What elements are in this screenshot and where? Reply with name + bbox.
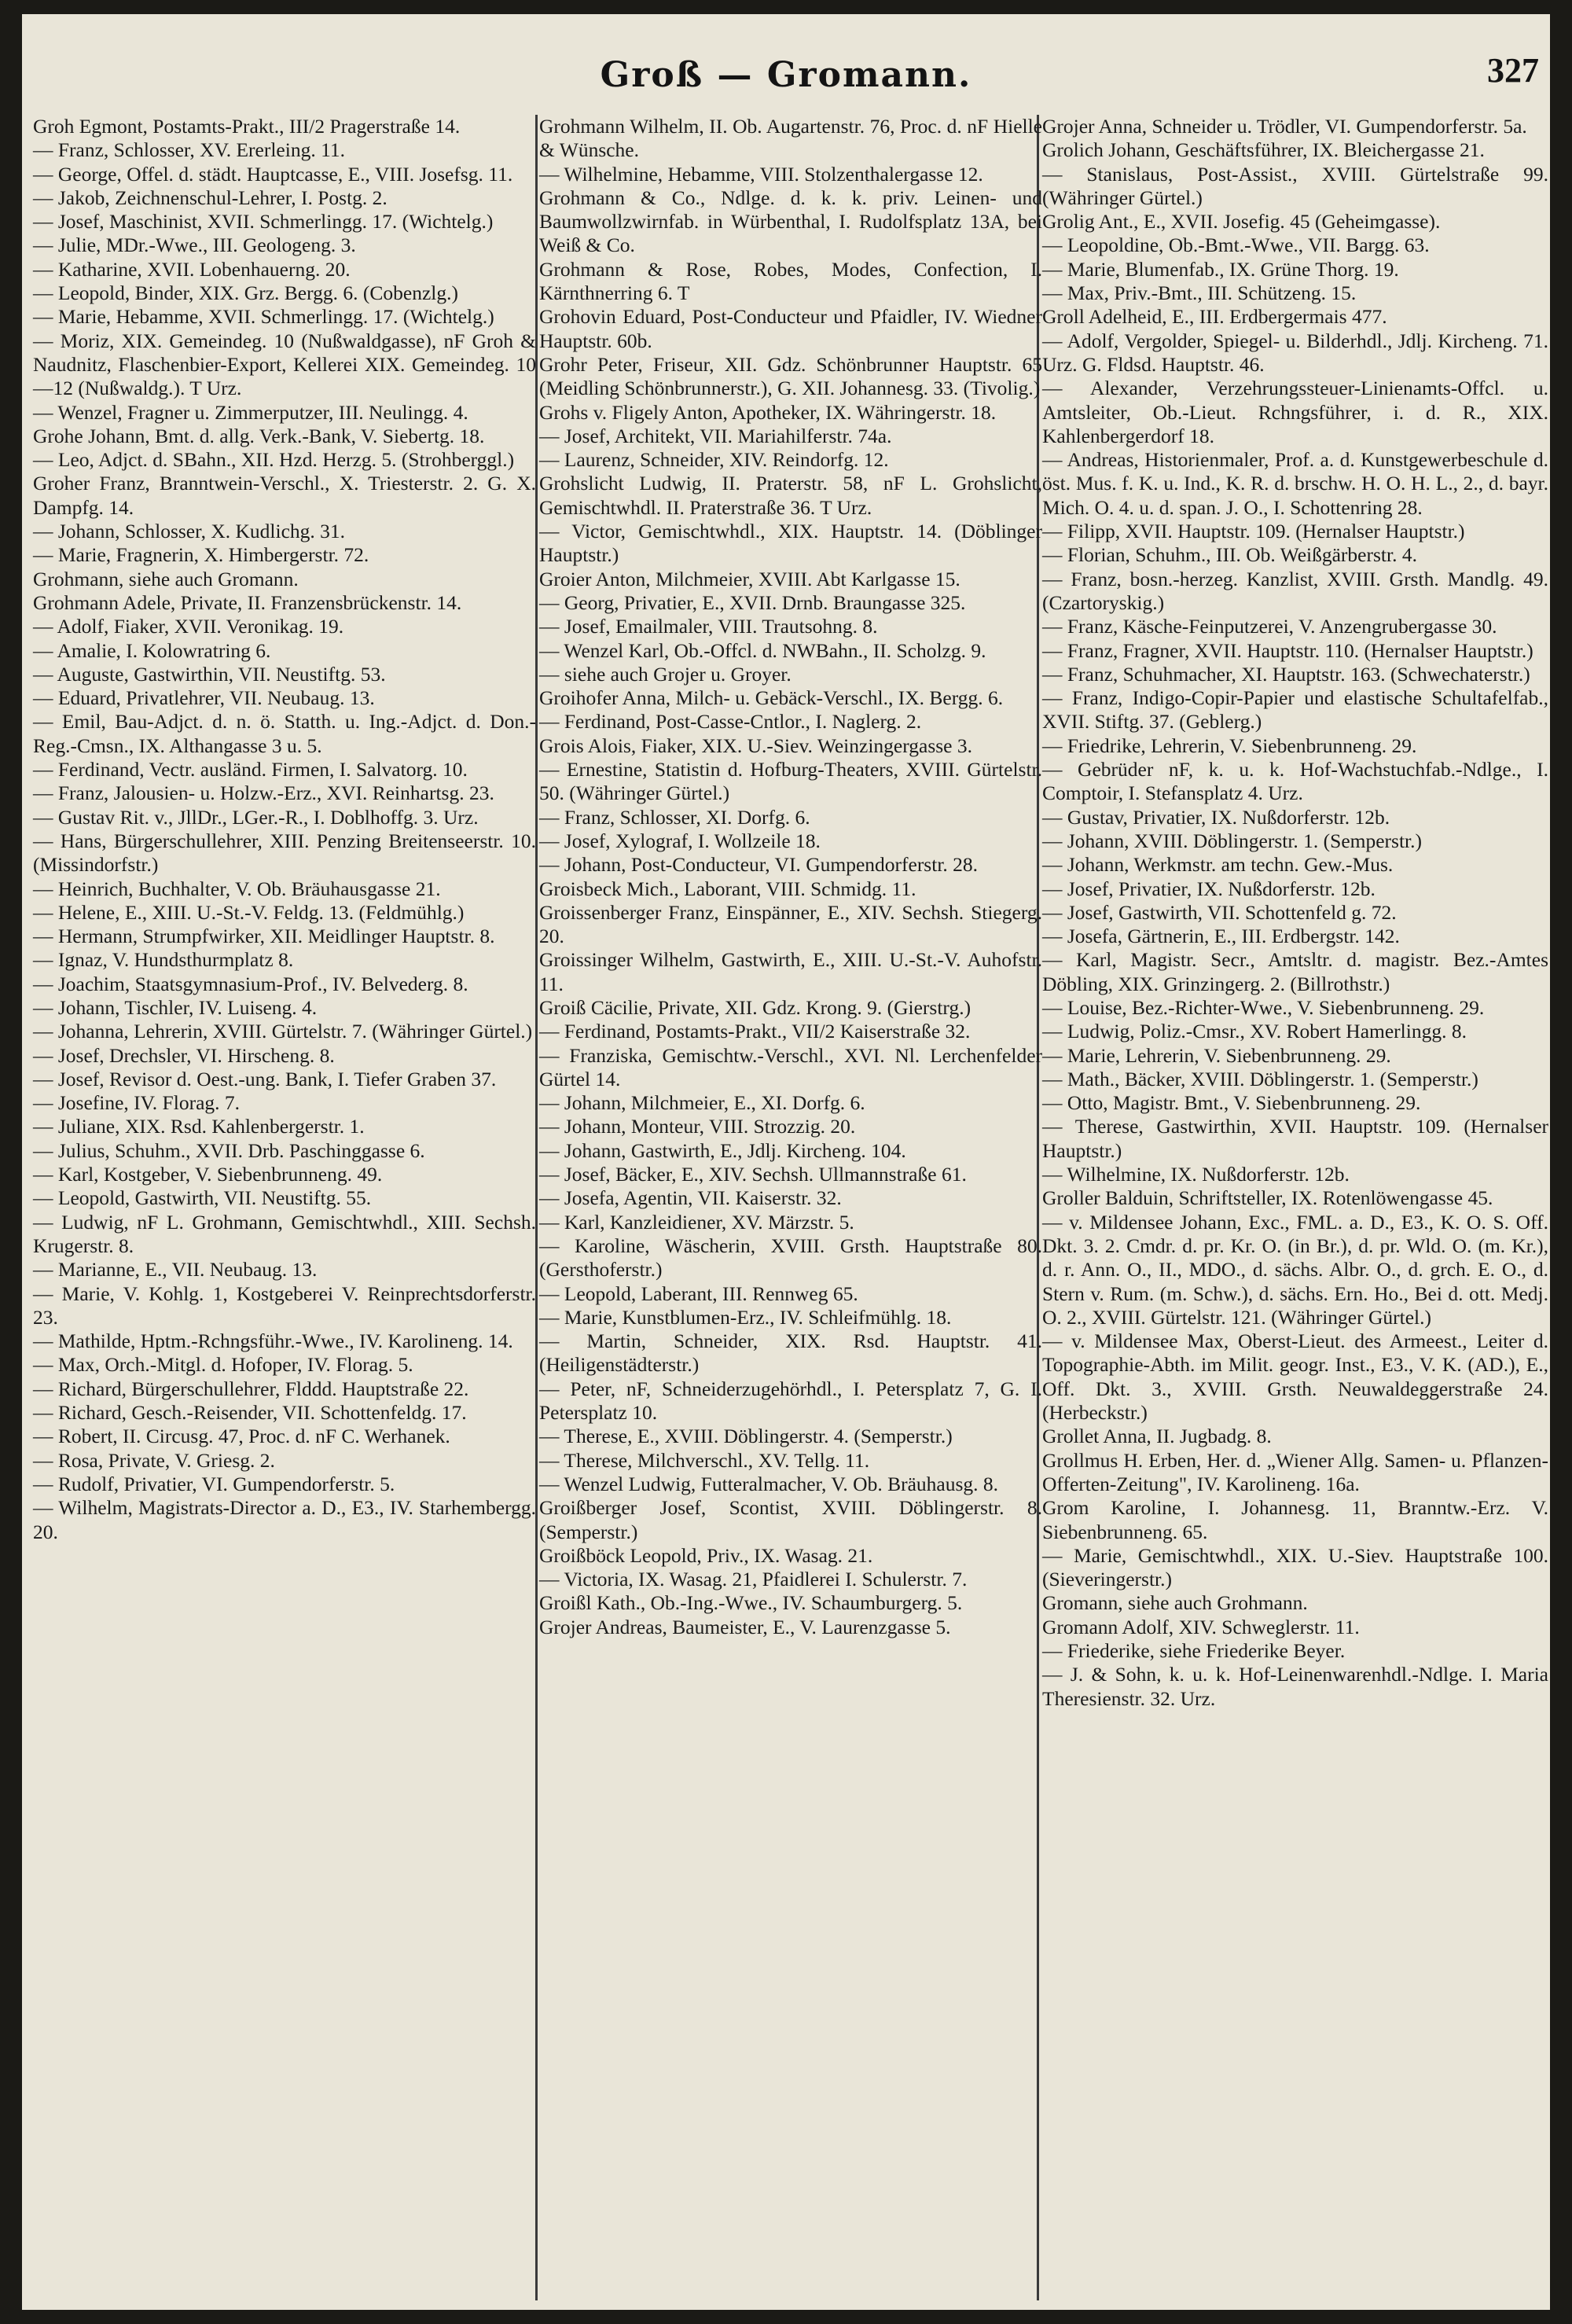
- directory-entry: — Franziska, Gemischtw.-Verschl., XVI. Nl. Lerchenfelder Gürtel 14.: [539, 1043, 1042, 1090]
- directory-entry: — Josefa, Agentin, VII. Kaiserstr. 32.: [539, 1186, 842, 1210]
- directory-entry: Groh Egmont, Postamts-Prakt., III/2 Pragerstraße 14.: [33, 115, 461, 138]
- directory-entry: — Franz, Indigo-Copir-Papier und elastische Schultafelfab., XVII. Stiftg. 37. (Geblerg.): [1042, 686, 1548, 734]
- directory-entry: Groißl Kath., Ob.-Ing.-Wwe., IV. Schaumburgerg. 5.: [539, 1591, 963, 1615]
- directory-entry: — Franz, Jalousien- u. Holzw.-Erz., XVI. Reinhartsg. 23.: [33, 781, 494, 805]
- directory-entry: — Leo, Adjct. d. SBahn., XII. Hzd. Herzg. 5. (Strohberggl.): [33, 448, 515, 472]
- directory-entry: — Katharine, XVII. Lobenhauerng. 20.: [33, 257, 351, 281]
- directory-entry: — Wenzel, Fragner u. Zimmerputzer, III. Neulingg. 4.: [33, 400, 468, 424]
- directory-entry: Grojer Andreas, Baumeister, E., V. Laurenzgasse 5.: [539, 1615, 951, 1638]
- directory-entry: Grohovin Eduard, Post-Conducteur und Pfaidler, IV. Wiedner Hauptstr. 60b.: [539, 305, 1042, 352]
- directory-entry: Grolich Johann, Geschäftsführer, IX. Bleichergasse 21.: [1042, 138, 1485, 162]
- directory-entry: — Heinrich, Buchhalter, V. Ob. Bräuhausgasse 21.: [33, 877, 441, 900]
- directory-entry: — Joachim, Staatsgymnasium-Prof., IV. Belvederg. 8.: [33, 972, 468, 995]
- directory-entry: Grollmus H. Erben, Her. d. „Wiener Allg. Samen- u. Pflanzen-Offerten-Zeitung", IV. Karolineng. 16a.: [1042, 1448, 1548, 1495]
- directory-entry: — Adolf, Fiaker, XVII. Veronikag. 19.: [33, 615, 344, 638]
- directory-entry: — Johann, Tischler, IV. Luiseng. 4.: [33, 995, 318, 1019]
- directory-entry: — Karl, Kanzleidiener, XV. Märzstr. 5.: [539, 1210, 854, 1234]
- directory-entry: Groißböck Leopold, Priv., IX. Wasag. 21.: [539, 1543, 873, 1567]
- directory-entry: — Marie, Lehrerin, V. Siebenbrunneng. 29.: [1042, 1043, 1391, 1067]
- directory-entry: — Moriz, XIX. Gemeindeg. 10 (Nußwaldgasse), nF Groh & Naudnitz, Flaschenbier-Export, Kellerei XIX. Gemeindeg. 10—12 (Nußwaldg.). T Urz.: [33, 329, 536, 400]
- directory-entry: — Filipp, XVII. Hauptstr. 109. (Hernalser Hauptstr.): [1042, 520, 1465, 543]
- directory-entry: Grohr Peter, Friseur, XII. Gdz. Schönbrunner Hauptstr. 65 (Meidling Schönbrunnerstr.), G. XII. Johannesg. 33. (Tivolig.): [539, 352, 1042, 400]
- directory-entry: — Johann, Schlosser, X. Kudlichg. 31.: [33, 520, 346, 543]
- directory-entry: — Karoline, Wäscherin, XVIII. Grsth. Hauptstraße 80. (Gersthoferstr.): [539, 1234, 1042, 1282]
- directory-entry: — Julie, MDr.-Wwe., III. Geologeng. 3.: [33, 234, 356, 257]
- directory-entry: — Ferdinand, Vectr. ausländ. Firmen, I. Salvatorg. 10.: [33, 758, 468, 781]
- directory-entry: — Franz, Fragner, XVII. Hauptstr. 110. (Hernalser Hauptstr.): [1042, 638, 1533, 662]
- directory-entry: — v. Mildensee Max, Oberst-Lieut. des Armeest., Leiter d. Topographie-Abth. im Milit. geogr. Inst., E3., V. K. (AD.), E., Off. Dkt. 3., XVIII. Grsth. Neuwaldeggerstraße 24. (Herbeckstr.): [1042, 1329, 1548, 1425]
- directory-entry: — Emil, Bau-Adjct. d. n. ö. Statth. u. Ing.-Adjct. d. Don.-Reg.-Cmsn., IX. Althangasse 3 u. 5.: [33, 710, 536, 757]
- directory-entry: — J. & Sohn, k. u. k. Hof-Leinenwarenhdl.-Ndlge. I. Maria Theresienstr. 32. Urz.: [1042, 1663, 1548, 1710]
- directory-entry: Groißberger Josef, Scontist, XVIII. Döblingerstr. 8. (Semperstr.): [539, 1496, 1042, 1543]
- directory-entry: Grojer Anna, Schneider u. Trödler, VI. Gumpendorferstr. 5a.: [1042, 115, 1527, 138]
- page-header: [22, 46, 1550, 116]
- directory-entry: — Rudolf, Privatier, VI. Gumpendorferstr. 5.: [33, 1472, 395, 1495]
- column-1: [33, 115, 536, 1544]
- column-2: [539, 115, 1042, 1639]
- directory-entry: — Karl, Magistr. Secr., Amtsltr. d. magistr. Bez.-Amtes Döbling, XIX. Grinzingerg. 2. (Billrothstr.): [1042, 948, 1548, 995]
- directory-entry: — Rosa, Private, V. Griesg. 2.: [33, 1448, 275, 1472]
- directory-entry: — Marie, Blumenfab., IX. Grüne Thorg. 19.: [1042, 257, 1399, 281]
- directory-entry: Grohmann & Co., Ndlge. d. k. k. priv. Leinen- und Baumwollzwirnfab. in Würbenthal, I. Rudolfsplatz 13A, bei Weiß & Co.: [539, 186, 1042, 257]
- running-head: Groß — Gromann.: [600, 55, 972, 95]
- directory-entry: Groier Anton, Milchmeier, XVIII. Abt Karlgasse 15.: [539, 567, 960, 590]
- directory-entry: — Juliane, XIX. Rsd. Kahlenbergerstr. 1.: [33, 1115, 365, 1138]
- directory-entry: Groissinger Wilhelm, Gastwirth, E., XIII. U.-St.-V. Auhofstr. 11.: [539, 948, 1042, 995]
- directory-page: [22, 14, 1550, 2310]
- directory-entry: — Alexander, Verzehrungssteuer-Linienamts-Offcl. u. Amtsleiter, Ob.-Lieut. Rchngsführer, i. d. R., XIX. Kahlenbergerdorf 18.: [1042, 377, 1548, 447]
- directory-entry: — Gustav, Privatier, IX. Nußdorferstr. 12b.: [1042, 805, 1390, 829]
- directory-entry: — Friederike, siehe Friederike Beyer.: [1042, 1639, 1346, 1662]
- directory-entry: — Ludwig, nF L. Grohmann, Gemischtwhdl., XIII. Sechsh. Krugerstr. 8.: [33, 1210, 536, 1257]
- directory-entry: — Andreas, Historienmaler, Prof. a. d. Kunstgewerbeschule d. öst. Mus. f. K. u. Ind., K. R. d. brschw. H. O. H. L., 2., d. bayr. Mich. O. 4. u. d. span. J. O., I. Schottenring 28.: [1042, 448, 1548, 519]
- directory-entry: — Franz, Schlosser, XI. Dorfg. 6.: [539, 805, 810, 829]
- directory-entry: — Josef, Maschinist, XVII. Schmerlingg. 17. (Wichtelg.): [33, 210, 494, 234]
- directory-entry: Grohe Johann, Bmt. d. allg. Verk.-Bank, V. Siebertg. 18.: [33, 424, 485, 447]
- directory-entry: Grohmann, siehe auch Gromann.: [33, 567, 299, 590]
- directory-entry: Grohslicht Ludwig, II. Praterstr. 58, nF L. Grohslicht, Gemischtwhdl. II. Praterstraße 36. T Urz.: [539, 472, 1042, 519]
- directory-entry: — George, Offel. d. städt. Hauptcasse, E., VIII. Josefsg. 11.: [33, 162, 513, 186]
- directory-entry: — Hermann, Strumpfwirker, XII. Meidlinger Hauptstr. 8.: [33, 925, 495, 948]
- directory-entry: Gromann, siehe auch Grohmann.: [1042, 1591, 1308, 1615]
- directory-entry: — Josef, Architekt, VII. Mariahilferstr. 74a.: [539, 424, 892, 447]
- directory-entry: — Johann, Milchmeier, E., XI. Dorfg. 6.: [539, 1091, 865, 1115]
- directory-entry: — Gebrüder nF, k. u. k. Hof-Wachstuchfab.-Ndlge., I. Comptoir, I. Stefansplatz 4. Urz.: [1042, 758, 1548, 805]
- directory-entry: — Math., Bäcker, XVIII. Döblingerstr. 1. (Semperstr.): [1042, 1067, 1478, 1090]
- directory-entry: — Helene, E., XIII. U.-St.-V. Feldg. 13. (Feldmühlg.): [33, 900, 465, 924]
- directory-entry: — Therese, Milchverschl., XV. Tellg. 11.: [539, 1448, 870, 1472]
- directory-entry: — Stanislaus, Post-Assist., XVIII. Gürtelstraße 99. (Währinger Gürtel.): [1042, 162, 1548, 209]
- directory-entry: — Ferdinand, Post-Casse-Cntlor., I. Naglerg. 2.: [539, 710, 922, 734]
- directory-entry: — Wilhelmine, Hebamme, VIII. Stolzenthalergasse 12.: [539, 162, 983, 186]
- directory-entry: Groller Balduin, Schriftsteller, IX. Rotenlöwengasse 45.: [1042, 1186, 1493, 1210]
- column-3: [1042, 115, 1548, 1711]
- directory-entry: Groher Franz, Branntwein-Verschl., X. Triesterstr. 2. G. X. Dampfg. 14.: [33, 472, 536, 519]
- directory-entry: — Leopold, Laberant, III. Rennweg 65.: [539, 1282, 858, 1305]
- directory-entry: — Otto, Magistr. Bmt., V. Siebenbrunneng. 29.: [1042, 1091, 1421, 1115]
- directory-entry: — Gustav Rit. v., JllDr., LGer.-R., I. Doblhoffg. 3. Urz.: [33, 805, 479, 829]
- directory-entry: — Johanna, Lehrerin, XVIII. Gürtelstr. 7. (Währinger Gürtel.): [33, 1020, 533, 1043]
- directory-entry: — Josef, Drechsler, VI. Hirscheng. 8.: [33, 1043, 335, 1067]
- directory-entry: — Franz, bosn.-herzeg. Kanzlist, XVIII. Grsth. Mandlg. 49. (Czartoryskig.): [1042, 567, 1548, 614]
- directory-entry: Gromann Adolf, XIV. Schweglerstr. 11.: [1042, 1615, 1360, 1638]
- directory-entry: — Ludwig, Poliz.-Cmsr., XV. Robert Hamerlingg. 8.: [1042, 1020, 1467, 1043]
- directory-entry: — Johann, Werkmstr. am techn. Gew.-Mus.: [1042, 853, 1394, 877]
- directory-entry: — v. Mildensee Johann, Exc., FML. a. D., E3., K. O. S. Off. Dkt. 3. 2. Cmdr. d. pr. Kr. O. (in Br.), d. pr. Wld. O. (m. Kr.), d. r. Ann. O., II., MDO., d. sächs. Albr. O., d. grch. E. O., d. Stern v. Rum. (m. Schw.), d. sächs. Ern. Ho., Bei d. ott. Medj. O. 2., XVIII. Gürtelstr. 121. (Währinger Gürtel.): [1042, 1210, 1548, 1329]
- directory-entry: — Josef, Gastwirth, VII. Schottenfeld g. 72.: [1042, 900, 1397, 924]
- directory-entry: Groiß Cäcilie, Private, XII. Gdz. Krong. 9. (Gierstrg.): [539, 995, 971, 1019]
- directory-entry: — Josef, Xylograf, I. Wollzeile 18.: [539, 829, 821, 852]
- directory-entry: — Marie, V. Kohlg. 1, Kostgeberei V. Reinprechtsdorferstr. 23.: [33, 1282, 536, 1329]
- directory-entry: Grohmann Wilhelm, II. Ob. Augartenstr. 76, Proc. d. nF Hielle & Wünsche.: [539, 115, 1042, 162]
- directory-entry: — Johann, Monteur, VIII. Strozzig. 20.: [539, 1115, 856, 1138]
- directory-entry: — Ernestine, Statistin d. Hofburg-Theaters, XVIII. Gürtelstr. 50. (Währinger Gürtel.): [539, 758, 1042, 805]
- directory-entry: Grohmann Adele, Private, II. Franzensbrückenstr. 14.: [33, 590, 462, 614]
- directory-entry: — Jakob, Zeichnenschul-Lehrer, I. Postg. 2.: [33, 186, 387, 209]
- directory-entry: — Wenzel Karl, Ob.-Offcl. d. NWBahn., II. Scholzg. 9.: [539, 638, 986, 662]
- directory-entry: — Max, Orch.-Mitgl. d. Hofoper, IV. Florag. 5.: [33, 1353, 413, 1377]
- directory-entry: — Josef, Emailmaler, VIII. Trautsohng. 8.: [539, 615, 878, 638]
- directory-entry: — Ferdinand, Postamts-Prakt., VII/2 Kaiserstraße 32.: [539, 1020, 971, 1043]
- directory-entry: Groissenberger Franz, Einspänner, E., XIV. Sechsh. Stiegerg. 20.: [539, 900, 1042, 948]
- directory-entry: Grolig Ant., E., XVII. Josefig. 45 (Geheimgasse).: [1042, 210, 1441, 234]
- directory-entry: — Franz, Schlosser, XV. Ererleing. 11.: [33, 138, 345, 162]
- directory-entry: — Marie, Gemischtwhdl., XIX. U.-Siev. Hauptstraße 100. (Sieveringerstr.): [1042, 1543, 1548, 1591]
- directory-entry: — Hans, Bürgerschullehrer, XIII. Penzing Breitenseerstr. 10. (Missindorfstr.): [33, 829, 536, 877]
- directory-entry: — Richard, Gesch.-Reisender, VII. Schottenfeldg. 17.: [33, 1401, 467, 1425]
- directory-entry: — Josefa, Gärtnerin, E., III. Erdbergstr. 142.: [1042, 925, 1400, 948]
- directory-entry: — Therese, Gastwirthin, XVII. Hauptstr. 109. (Hernalser Hauptstr.): [1042, 1115, 1548, 1162]
- directory-entry: — Leopold, Gastwirth, VII. Neustiftg. 55.: [33, 1186, 372, 1210]
- directory-entry: — Victoria, IX. Wasag. 21, Pfaidlerei I. Schulerstr. 7.: [539, 1568, 968, 1591]
- directory-entry: — Marie, Kunstblumen-Erz., IV. Schleifmühlg. 18.: [539, 1305, 952, 1329]
- directory-entry: — Peter, nF, Schneiderzugehörhdl., I. Petersplatz 7, G. I. Petersplatz 10.: [539, 1377, 1042, 1425]
- directory-entry: — Wenzel Ludwig, Futteralmacher, V. Ob. Bräuhausg. 8.: [539, 1472, 999, 1495]
- directory-entry: — Auguste, Gastwirthin, VII. Neustiftg. 53.: [33, 662, 386, 686]
- directory-entry: Groll Adelheid, E., III. Erdbergermais 477.: [1042, 305, 1387, 329]
- directory-entry: — Wilhelm, Magistrats-Director a. D., E3., IV. Starhembergg. 20.: [33, 1496, 536, 1543]
- directory-entry: Grohmann & Rose, Robes, Modes, Confection, I. Kärnthnerring 6. T: [539, 257, 1042, 305]
- directory-entry: Grois Alois, Fiaker, XIX. U.-Siev. Weinzingergasse 3.: [539, 734, 973, 757]
- directory-entry: — Ignaz, V. Hundsthurmplatz 8.: [33, 948, 294, 972]
- directory-entry: — Josef, Privatier, IX. Nußdorferstr. 12b.: [1042, 877, 1376, 900]
- directory-entry: — Laurenz, Schneider, XIV. Reindorfg. 12.: [539, 448, 889, 472]
- directory-entry: — Franz, Schuhmacher, XI. Hauptstr. 163. (Schwechaterstr.): [1042, 662, 1530, 686]
- directory-entry: — Franz, Käsche-Feinputzerei, V. Anzengrubergasse 30.: [1042, 615, 1497, 638]
- directory-entry: — Eduard, Privatlehrer, VII. Neubaug. 13.: [33, 686, 375, 710]
- directory-entry: Groihofer Anna, Milch- u. Gebäck-Verschl., IX. Bergg. 6.: [539, 686, 1004, 710]
- directory-entry: — Wilhelmine, IX. Nußdorferstr. 12b.: [1042, 1163, 1350, 1186]
- directory-entry: — Leopoldine, Ob.-Bmt.-Wwe., VII. Bargg. 63.: [1042, 234, 1430, 257]
- directory-entry: — Julius, Schuhm., XVII. Drb. Paschinggasse 6.: [33, 1138, 425, 1162]
- directory-entry: — Louise, Bez.-Richter-Wwe., V. Siebenbrunneng. 29.: [1042, 995, 1485, 1019]
- directory-entry: — Josef, Bäcker, E., XIV. Sechsh. Ullmannstraße 61.: [539, 1163, 967, 1186]
- directory-entry: — Martin, Schneider, XIX. Rsd. Hauptstr. 41. (Heiligenstädterstr.): [539, 1329, 1042, 1377]
- directory-entry: Groisbeck Mich., Laborant, VIII. Schmidg. 11.: [539, 877, 916, 900]
- directory-entry: — Karl, Kostgeber, V. Siebenbrunneng. 49.: [33, 1163, 383, 1186]
- directory-entry: — Leopold, Binder, XIX. Grz. Bergg. 6. (Cobenzlg.): [33, 281, 458, 305]
- directory-entry: — Johann, Gastwirth, E., Jdlj. Kircheng. 104.: [539, 1138, 906, 1162]
- directory-entry: — Richard, Bürgerschullehrer, Flddd. Hauptstraße 22.: [33, 1377, 469, 1400]
- directory-entry: — Adolf, Vergolder, Spiegel- u. Bilderhdl., Jdlj. Kircheng. 71. Urz. G. Fldsd. Hauptstr. 46.: [1042, 329, 1548, 376]
- directory-entry: — Max, Priv.-Bmt., III. Schützeng. 15.: [1042, 281, 1357, 305]
- directory-entry: — Robert, II. Circusg. 47, Proc. d. nF C. Werhanek.: [33, 1425, 450, 1448]
- directory-entry: — Marianne, E., VII. Neubaug. 13.: [33, 1258, 318, 1282]
- directory-entry: Grollet Anna, II. Jugbadg. 8.: [1042, 1425, 1272, 1448]
- directory-entry: Grom Karoline, I. Johannesg. 11, Branntw.-Erz. V. Siebenbrunneng. 65.: [1042, 1496, 1548, 1543]
- directory-entry: — Johann, XVIII. Döblingerstr. 1. (Semperstr.): [1042, 829, 1423, 852]
- directory-entry: — Amalie, I. Kolowratring 6.: [33, 638, 271, 662]
- directory-entry: — Johann, Post-Conducteur, VI. Gumpendorferstr. 28.: [539, 853, 979, 877]
- directory-entry: — siehe auch Grojer u. Groyer.: [539, 662, 792, 686]
- page-number: 327: [1487, 51, 1539, 90]
- directory-entry: — Florian, Schuhm., III. Ob. Weißgärberstr. 4.: [1042, 543, 1417, 567]
- directory-entry: Grohs v. Fligely Anton, Apotheker, IX. Währingerstr. 18.: [539, 400, 997, 424]
- directory-entry: — Josef, Revisor d. Oest.-ung. Bank, I. Tiefer Graben 37.: [33, 1067, 497, 1090]
- directory-entry: — Victor, Gemischtwhdl., XIX. Hauptstr. 14. (Döblinger Hauptstr.): [539, 520, 1042, 567]
- directory-entry: — Marie, Fragnerin, X. Himbergerstr. 72.: [33, 543, 369, 567]
- directory-entry: — Georg, Privatier, E., XVII. Drnb. Braungasse 325.: [539, 590, 966, 614]
- directory-entry: — Josefine, IV. Florag. 7.: [33, 1091, 241, 1115]
- directory-entry: — Marie, Hebamme, XVII. Schmerlingg. 17. (Wichtelg.): [33, 305, 494, 329]
- directory-entry: — Therese, E., XVIII. Döblingerstr. 4. (Semperstr.): [539, 1425, 953, 1448]
- directory-entry: — Friedrike, Lehrerin, V. Siebenbrunneng. 29.: [1042, 734, 1417, 757]
- directory-entry: — Mathilde, Hptm.-Rchngsführ.-Wwe., IV. Karolineng. 14.: [33, 1329, 513, 1353]
